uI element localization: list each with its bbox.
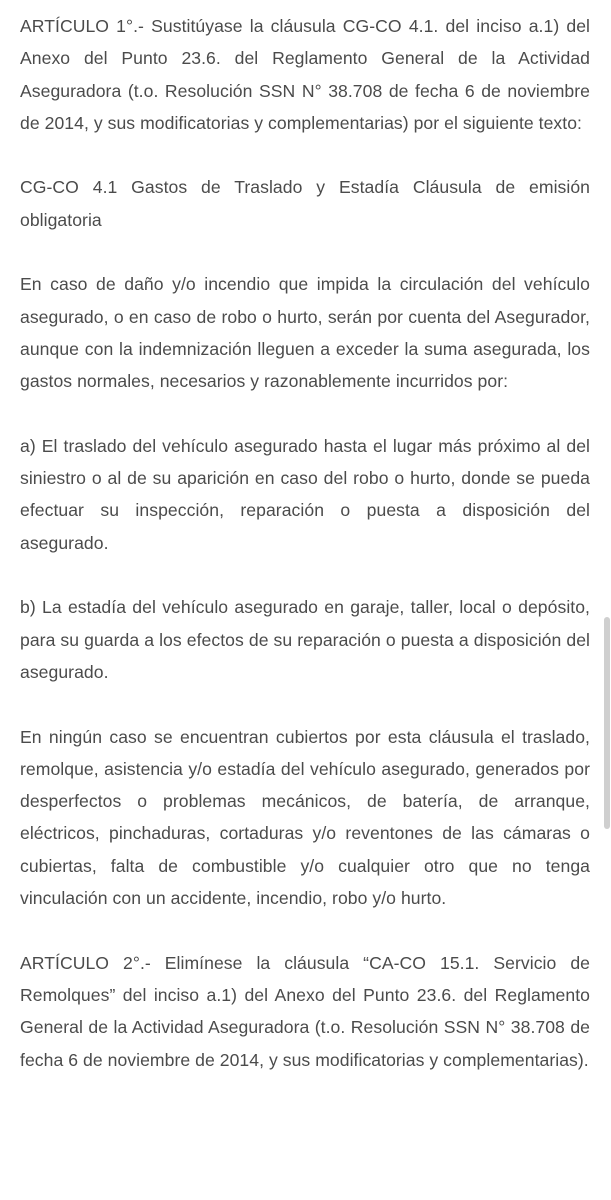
paragraph-articulo-1: ARTÍCULO 1°.- Sustitúyase la cláusula CG-CO 4.1. del inciso a.1) del Anexo del Punto 23.6. del Reglamento General de la Actividad Aseguradora (t.o. Resolución SSN N° 38.708 de fecha 6 de noviembre de 2014, y sus modificatorias y complementarias) por el siguiente texto: <box>20 16 590 133</box>
paragraph-item-b: b) La estadía del vehículo asegurado en garaje, taller, local o depósito, para su guarda a los efectos de su reparación o puesta a disposición del asegurado. <box>20 597 590 682</box>
paragraph-item-a: a) El traslado del vehículo asegurado hasta el lugar más próximo al del siniestro o al de su aparición en caso del robo o hurto, donde se pueda efectuar su inspección, reparación o puesta a disposición del asegurado. <box>20 435 590 553</box>
document-body <box>20 10 590 1108</box>
scrollbar-track[interactable] <box>603 0 611 1200</box>
paragraph-coverage: En caso de daño y/o incendio que impida la circulación del vehículo asegurado, o en caso de robo o hurto, serán por cuenta del Asegurador, aunque con la indemnización lleguen a exceder la suma asegurada, los gastos normales, necesarios y razonablemente incurridos por: <box>20 274 590 392</box>
paragraph-articulo-2: ARTÍCULO 2°.- Elimínese la cláusula “CA-CO 15.1. Servicio de Remolques” del inciso a.1) del Anexo del Punto 23.6. del Reglamento General de la Actividad Aseguradora (t.o. Resolución SSN N° 38.708 de fecha 6 de noviembre de 2014, y sus modificatorias y complementarias). <box>20 952 590 1070</box>
scrollbar-thumb[interactable] <box>604 617 610 829</box>
paragraph-exclusions: En ningún caso se encuentran cubiertos por esta cláusula el traslado, remolque, asistencia y/o estadía del vehículo asegurado, generados por desperfectos o problemas mecánicos, de batería, de arranque, eléctricos, pinchaduras, cortaduras y/o reventones de las cámaras o cubiertas, falta de combustible y/o cualquier otro que no tenga vinculación con un accidente, incendio, robo y/o hurto. <box>20 726 590 909</box>
paragraph-clause-title: CG-CO 4.1 Gastos de Traslado y Estadía Cláusula de emisión obligatoria <box>20 177 590 230</box>
